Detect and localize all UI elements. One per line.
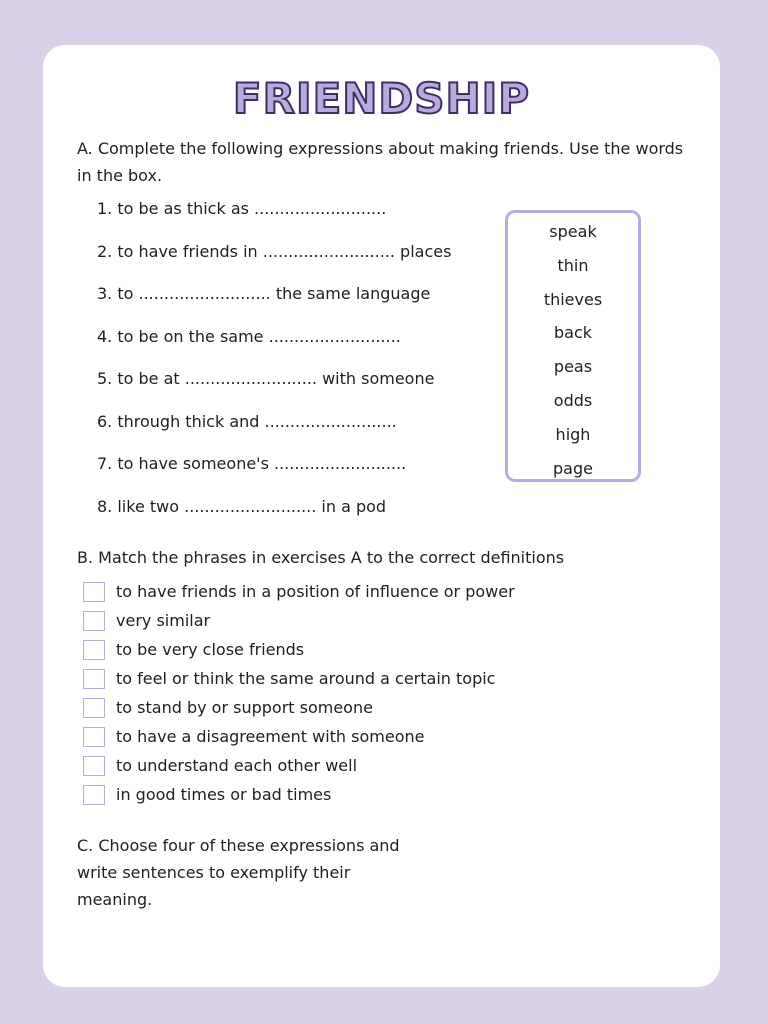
- fill-in-item[interactable]: 2. to have friends in .......................... places: [97, 241, 452, 261]
- word-box-word: thin: [557, 255, 589, 275]
- word-box: [505, 210, 641, 482]
- word-box-word: high: [555, 424, 591, 444]
- page-title: FRIENDSHIP: [232, 74, 531, 123]
- definition-item: [83, 780, 515, 809]
- fill-in-item[interactable]: 1. to be as thick as ..........................: [97, 199, 387, 218]
- section-c-instruction: C. Choose four of these expressions and write sentences to exemplify their meaning.: [77, 836, 400, 909]
- word-box-word: odds: [553, 390, 593, 410]
- section-a-instruction: A. Complete the following expressions about making friends. Use the words in the box.: [77, 139, 684, 185]
- definition-text: to be very close friends: [116, 640, 305, 659]
- worksheet-card: [43, 45, 720, 987]
- definition-item: [83, 751, 515, 780]
- definition-item: [83, 693, 515, 722]
- definition-text: to understand each other well: [116, 756, 358, 775]
- fill-in-item[interactable]: 3. to .......................... the same language: [97, 284, 431, 303]
- definition-item: [83, 664, 515, 693]
- answer-checkbox[interactable]: [83, 698, 105, 718]
- word-box-word: back: [553, 323, 593, 343]
- answer-checkbox[interactable]: [83, 785, 105, 805]
- definition-item: [83, 577, 515, 606]
- definition-item: [83, 635, 515, 664]
- fill-in-item[interactable]: 6. through thick and ..........................: [97, 411, 397, 431]
- definition-text: to feel or think the same around a certain topic: [116, 669, 496, 688]
- section-b-list: [83, 577, 515, 809]
- definition-text: very similar: [116, 611, 211, 630]
- fill-in-item[interactable]: 8. like two .......................... in a pod: [97, 496, 387, 516]
- answer-checkbox[interactable]: [83, 727, 105, 747]
- answer-checkbox[interactable]: [83, 640, 105, 660]
- answer-checkbox[interactable]: [83, 669, 105, 689]
- word-box-word: thieves: [543, 289, 603, 309]
- answer-checkbox[interactable]: [83, 611, 105, 631]
- definition-text: in good times or bad times: [116, 785, 332, 804]
- fill-in-item[interactable]: 5. to be at .......................... with someone: [97, 369, 435, 388]
- definition-text: to have a disagreement with someone: [116, 727, 425, 746]
- definition-item: [83, 606, 515, 635]
- word-box-word: peas: [553, 357, 593, 377]
- fill-in-item[interactable]: 4. to be on the same ..........................: [97, 326, 401, 346]
- section-a-list: [97, 195, 451, 535]
- definition-item: [83, 722, 515, 751]
- answer-checkbox[interactable]: [83, 756, 105, 776]
- word-box-word: page: [553, 458, 593, 478]
- fill-in-item[interactable]: 7. to have someone's ..........................: [97, 454, 407, 473]
- section-b-instruction: B. Match the phrases in exercises A to the correct definitions: [77, 548, 565, 567]
- answer-checkbox[interactable]: [83, 582, 105, 602]
- word-box-word: speak: [549, 222, 597, 241]
- definition-text: to stand by or support someone: [116, 698, 373, 717]
- definition-text: to have friends in a position of influence or power: [116, 582, 515, 601]
